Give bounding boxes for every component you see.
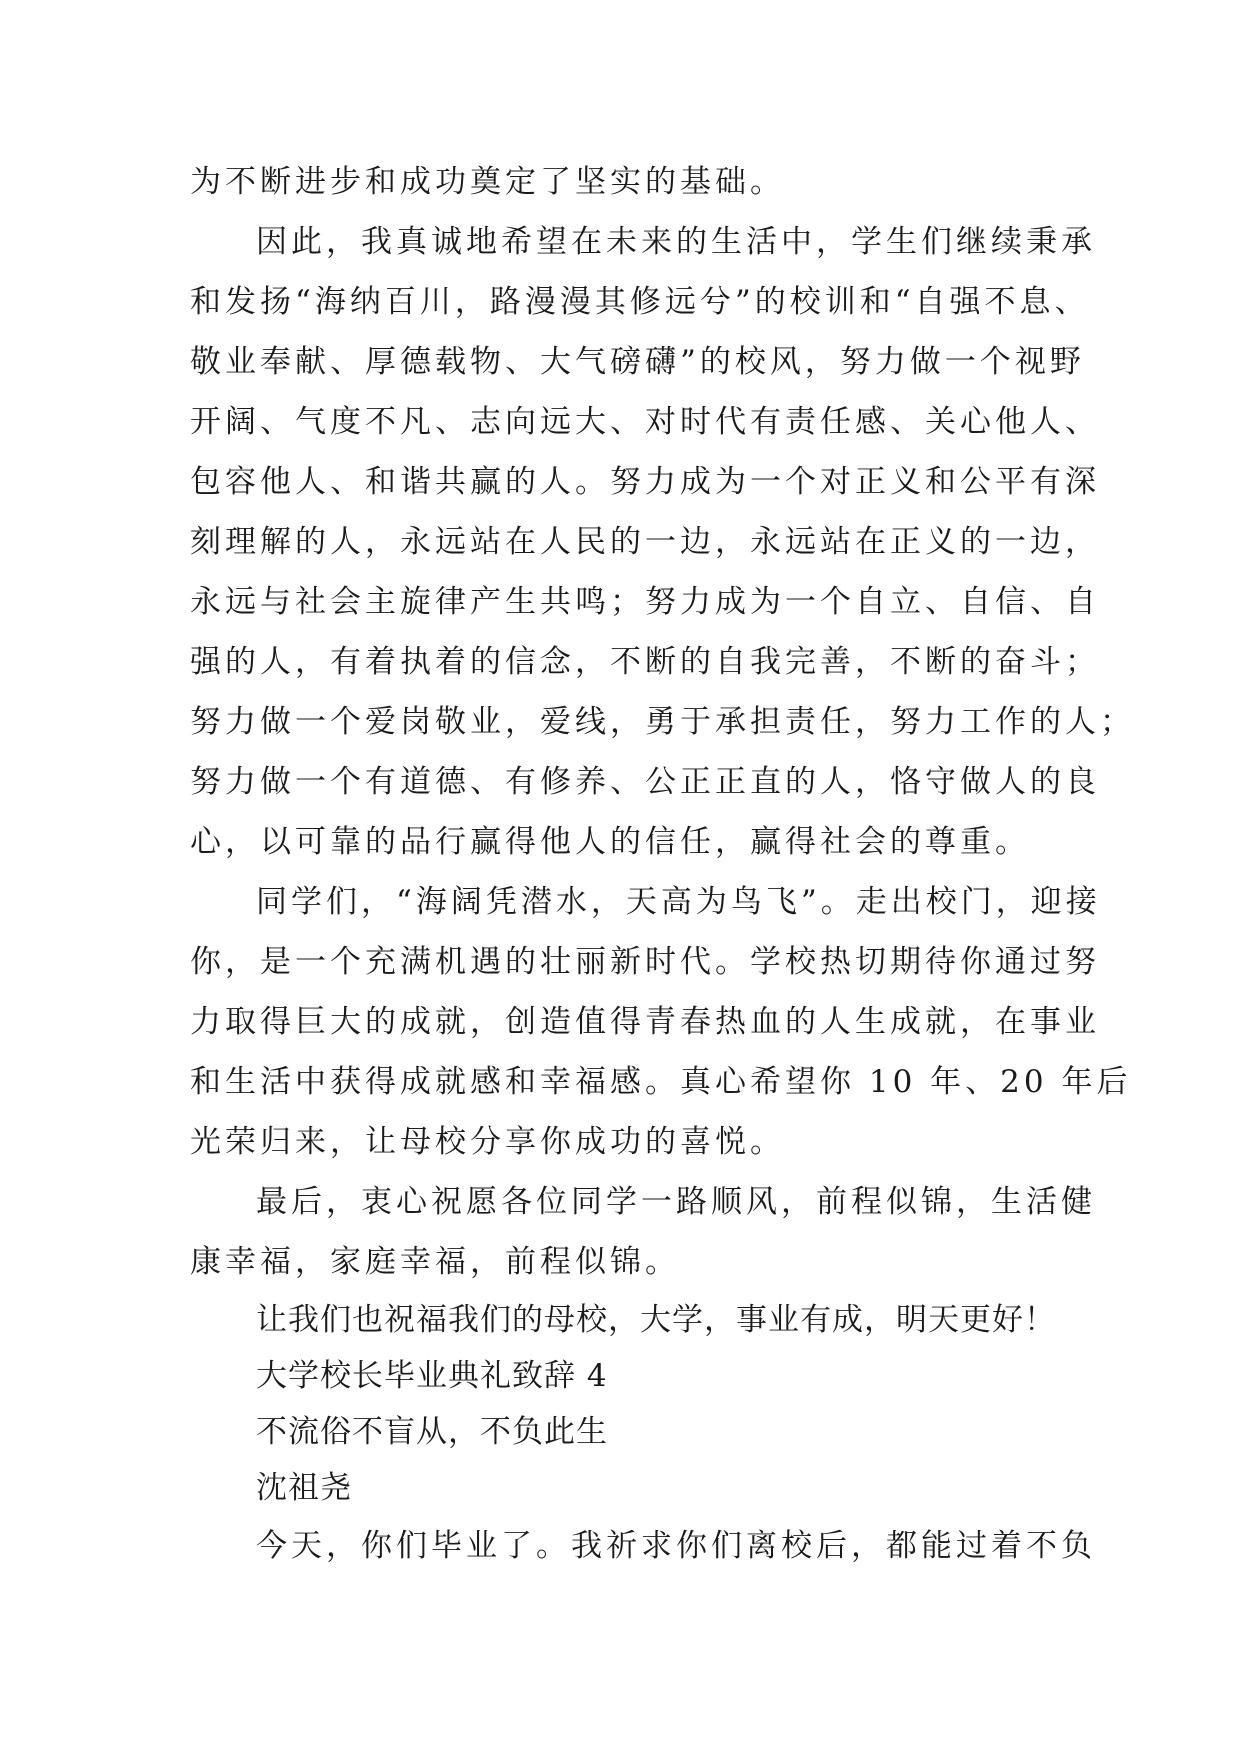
paragraph-start-line: 今天，你们毕业了。我祈求你们离校后，都能过着不负 <box>256 1528 1096 1564</box>
document-body <box>190 152 1135 1576</box>
paragraph-start-line: 最后，衷心祝愿各位同学一路顺风，前程似锦，生活健 <box>256 1184 1096 1220</box>
text-line: 敬业奉献、厚德载物、大气磅礴”的校风，努力做一个视野 <box>190 344 1085 380</box>
text-line: 和发扬“海纳百川，路漫漫其修远兮”的校训和“自强不息、 <box>190 284 1090 320</box>
text-line: 让我们也祝福我们的母校，大学，事业有成，明天更好！ <box>256 1302 1056 1338</box>
text-line: 为不断进步和成功奠定了坚实的基础。 <box>190 164 785 200</box>
text-line: 包容他人、和谐共赢的人。努力成为一个对正义和公平有深 <box>190 464 1100 500</box>
text-line: 开阔、气度不凡、志向远大、对时代有责任感、关心他人、 <box>190 404 1100 440</box>
text-line: 努力做一个爱岗敬业，爱线，勇于承担责任，努力工作的人； <box>190 704 1135 740</box>
section-title: 大学校长毕业典礼致辞 4 <box>256 1358 608 1394</box>
text-line: 永远与社会主旋律产生共鸣；努力成为一个自立、自信、自 <box>190 584 1100 620</box>
speaker-name: 沈祖尧 <box>256 1470 352 1506</box>
text-line: 努力做一个有道德、有修养、公正正直的人，恪守做人的良 <box>190 764 1100 800</box>
paragraph-start-line: 因此，我真诚地希望在未来的生活中，学生们继续秉承 <box>256 224 1096 260</box>
text-line: 力取得巨大的成就，创造值得青春热血的人生成就，在事业 <box>190 1004 1100 1040</box>
text-line: 和生活中获得成就感和幸福感。真心希望你 10 年、20 年后 <box>190 1064 1132 1100</box>
paragraph-start-line: 同学们，“海阔凭潜水，天高为鸟飞”。走出校门，迎接 <box>256 884 1101 920</box>
speech-title: 不流俗不盲从，不负此生 <box>256 1414 608 1450</box>
text-line: 强的人，有着执着的信念，不断的自我完善，不断的奋斗； <box>190 644 1100 680</box>
text-line: 心，以可靠的品行赢得他人的信任，赢得社会的尊重。 <box>190 824 1030 860</box>
text-line: 刻理解的人，永远站在人民的一边，永远站在正义的一边， <box>190 524 1100 560</box>
text-line: 光荣归来，让母校分享你成功的喜悦。 <box>190 1124 785 1160</box>
text-line: 康幸福，家庭幸福，前程似锦。 <box>190 1244 680 1280</box>
text-line: 你，是一个充满机遇的壮丽新时代。学校热切期待你通过努 <box>190 944 1100 980</box>
